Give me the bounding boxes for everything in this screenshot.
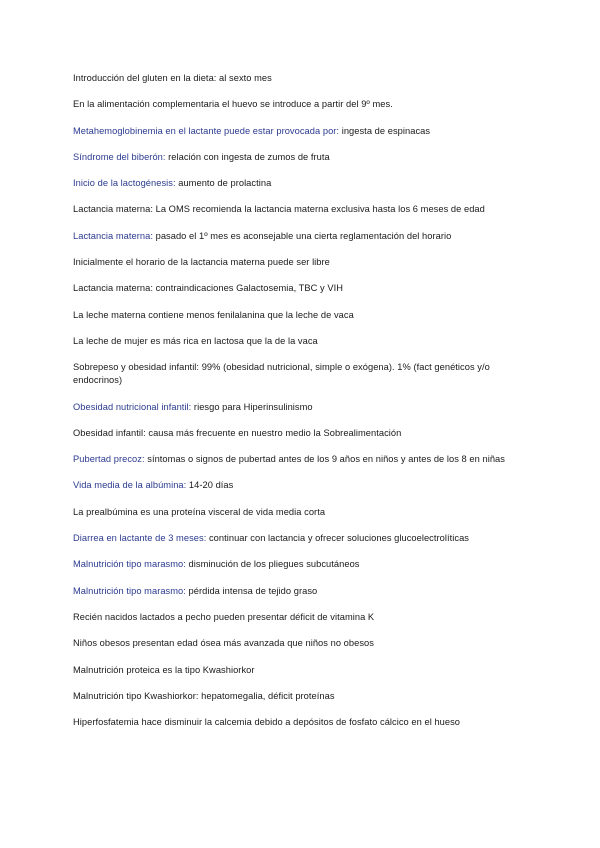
statement-topic: Inicio de la lactogénesis: [73, 178, 176, 189]
statement-text: síntomas o signos de pubertad antes de los 9 años en niños y antes de los 8 en niñas [144, 454, 505, 465]
statement-list [73, 72, 530, 729]
statement-topic: Síndrome del biberón: [73, 151, 166, 162]
statement-text: Malnutrición tipo Kwashiorkor: hepatomegalia, déficit proteínas [73, 690, 335, 701]
statement-text: Niños obesos presentan edad ósea más avanzada que niños no obesos [73, 638, 374, 649]
statement-line [73, 203, 530, 216]
statement-line [73, 282, 530, 295]
statement-text: Inicialmente el horario de la lactancia materna puede ser libre [73, 257, 330, 268]
statement-line [73, 585, 530, 598]
statement-text: Introducción del gluten en la dieta: al sexto mes [73, 73, 272, 83]
statement-text: Sobrepeso y obesidad infantil: 99% (obesidad nutricional, simple o exógena). 1% (fact genéticos y/o endocrinos) [73, 362, 490, 386]
statement-topic: Vida media de la albúmina: [73, 480, 187, 491]
statement-text: La leche materna contiene menos fenilalanina que la leche de vaca [73, 309, 354, 320]
statement-text: ingesta de espinacas [339, 125, 431, 136]
statement-text: Obesidad infantil: causa más frecuente en nuestro medio la Sobrealimentación [73, 427, 402, 438]
statement-text: disminución de los pliegues subcutáneos [185, 559, 360, 570]
statement-text: Malnutrición proteica es la tipo Kwashiorkor [73, 664, 255, 675]
statement-text: Lactancia materna: La OMS recomienda la lactancia materna exclusiva hasta los 6 meses de edad [73, 204, 485, 215]
statement-line [73, 361, 530, 387]
statement-line [73, 637, 530, 650]
statement-line [73, 72, 530, 85]
statement-line [73, 558, 530, 571]
statement-text: pasado el 1º mes es aconsejable una cierta reglamentación del horario [152, 230, 452, 241]
statement-line [73, 716, 530, 729]
statement-line [73, 151, 530, 164]
statement-line [73, 230, 530, 243]
statement-topic: Malnutrición tipo marasmo: [73, 585, 186, 596]
statement-text: aumento de prolactina [175, 178, 272, 189]
statement-line [73, 690, 530, 703]
statement-line [73, 479, 530, 492]
statement-text: riesgo para Hiperinsulinismo [191, 401, 313, 412]
statement-text: La prealbúmina es una proteína visceral de vida media corta [73, 506, 326, 517]
statement-line [73, 532, 530, 545]
statement-line [73, 401, 530, 414]
statement-text: Recién nacidos lactados a pecho pueden presentar déficit de vitamina K [73, 611, 375, 622]
statement-text: pérdida intensa de tejido graso [185, 585, 318, 596]
statement-topic: Obesidad nutricional infantil: [73, 401, 192, 412]
statement-line [73, 506, 530, 519]
statement-text: 14-20 días [186, 480, 234, 491]
statement-text: continuar con lactancia y ofrecer soluciones glucoelectrolíticas [206, 533, 469, 544]
statement-topic: Metahemoglobinemia en el lactante puede estar provocada por: [73, 125, 340, 136]
statement-line [73, 427, 530, 440]
statement-topic: Malnutrición tipo marasmo: [73, 559, 186, 570]
statement-line [73, 98, 530, 111]
statement-line [73, 453, 530, 466]
statement-line [73, 125, 530, 138]
statement-line [73, 256, 530, 269]
statement-topic: Pubertad precoz: [73, 454, 145, 465]
statement-line [73, 611, 530, 624]
statement-text: Lactancia materna: contraindicaciones Galactosemia, TBC y VIH [73, 283, 344, 294]
statement-text: La leche de mujer es más rica en lactosa que la de la vaca [73, 335, 318, 346]
statement-text: relación con ingesta de zumos de fruta [165, 151, 330, 162]
statement-text: Hiperfosfatemia hace disminuir la calcemia debido a depósitos de fosfato cálcico en el hueso [73, 717, 461, 728]
statement-line [73, 664, 530, 677]
statement-topic: Diarrea en lactante de 3 meses: [73, 533, 207, 544]
statement-line [73, 309, 530, 322]
statement-line [73, 177, 530, 190]
statement-line [73, 335, 530, 348]
statement-text: En la alimentación complementaria el huevo se introduce a partir del 9º mes. [73, 99, 393, 110]
statement-topic: Lactancia materna: [73, 230, 153, 241]
